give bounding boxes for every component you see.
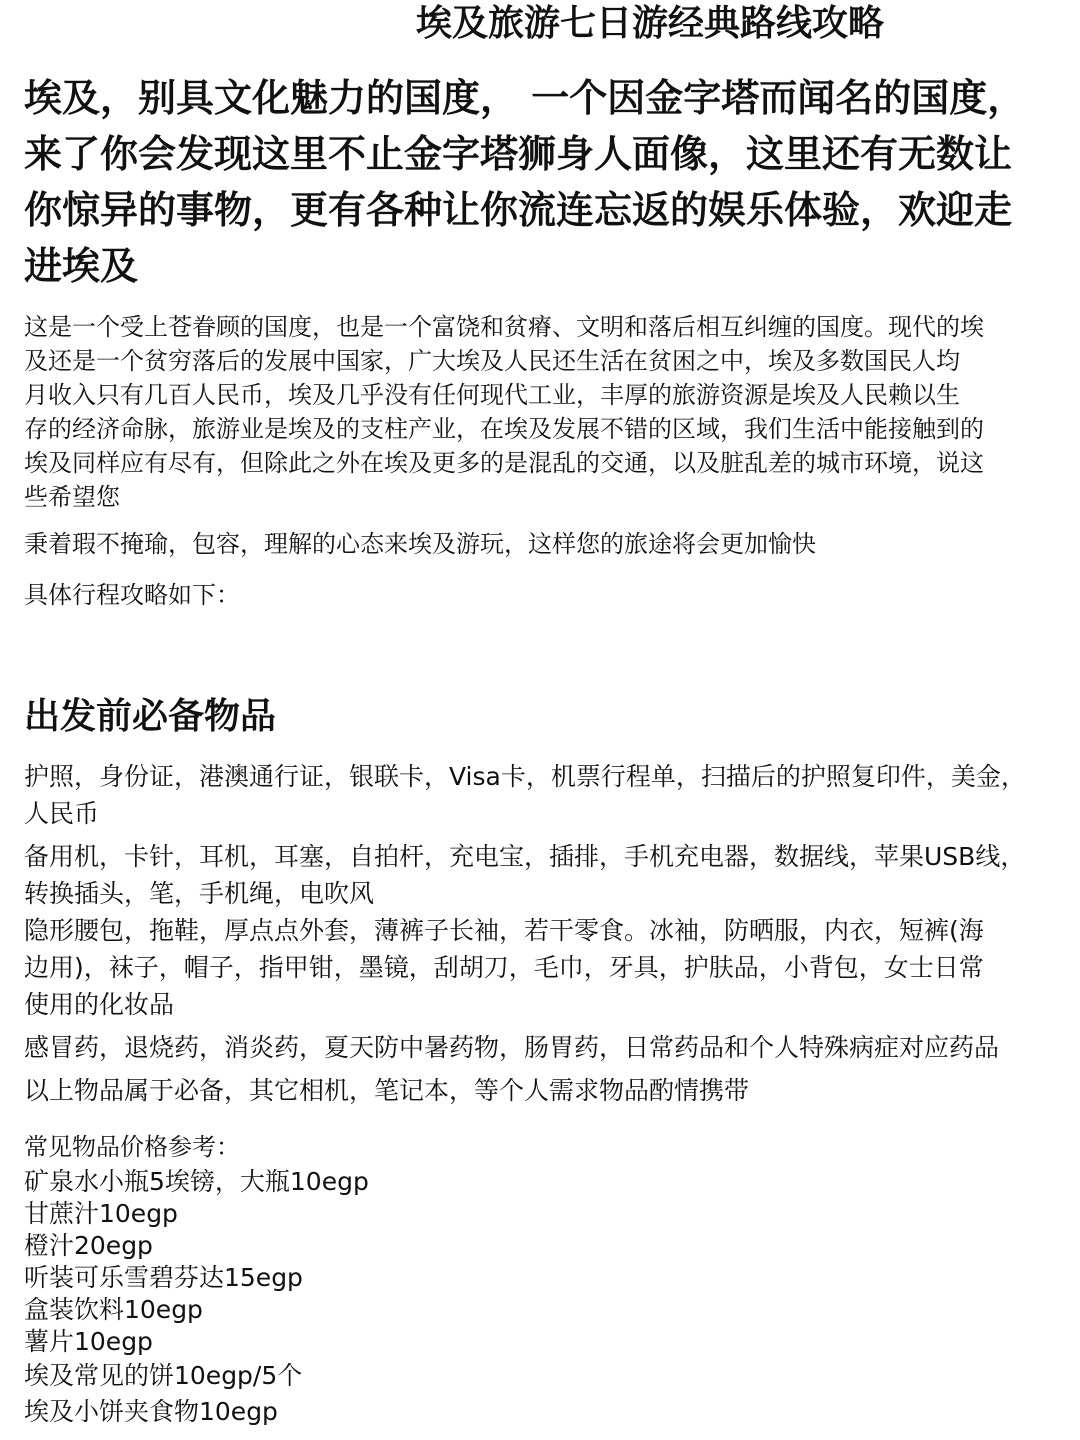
price-item: 埃及小饼夹食物10egp <box>24 1397 278 1426</box>
intro-line: 存的经济命脉，旅游业是埃及的支柱产业，在埃及发展不错的区域，我们生活中能接触到的 <box>24 415 984 443</box>
headline-line: 来了你会发现这里不止金字塔狮身人面像，这里还有无数让 <box>24 132 1013 176</box>
essentials-line: 转换插头，笔，手机绳，电吹风 <box>24 879 375 908</box>
section-title-essentials: 出发前必备物品 <box>24 696 277 737</box>
headline-line: 进埃及 <box>24 244 139 288</box>
intro-paragraph <box>24 310 1064 514</box>
intro-line: 埃及同样应有尽有，但除此之外在埃及更多的是混乱的交通，以及脏乱差的城市环境，说这 <box>24 449 984 477</box>
intro-line: 这是一个受上苍眷顾的国度，也是一个富饶和贫瘠、文明和落后相互纠缠的国度。现代的埃 <box>24 313 984 341</box>
attitude-paragraph: 秉着瑕不掩瑜，包容，理解的心态来埃及游玩，这样您的旅途将会更加愉快 <box>24 530 816 558</box>
headline-line: 你惊异的事物，更有各种让你流连忘返的娱乐体验，欢迎走 <box>24 188 1013 232</box>
intro-line: 及还是一个贫穷落后的发展中国家，广大埃及人民还生活在贫困之中，埃及多数国民人均 <box>24 347 960 375</box>
essentials-line: 隐形腰包，拖鞋，厚点点外套，薄裤子长袖，若干零食。冰袖，防晒服，内衣，短裤(海 <box>24 916 984 945</box>
document-title: 埃及旅游七日游经典路线攻略 <box>415 3 884 44</box>
intro-line: 月收入只有几百人民币，埃及几乎没有任何现代工业，丰厚的旅游资源是埃及人民赖以生 <box>24 381 960 409</box>
price-reference-header: 常见物品价格参考： <box>24 1133 240 1161</box>
intro-line: 些希望您 <box>24 483 120 511</box>
price-item: 甘蔗汁10egp <box>24 1199 178 1228</box>
essentials-line: 人民币 <box>24 799 100 828</box>
essentials-list <box>24 758 1064 1109</box>
price-item: 橙汁20egp <box>24 1231 153 1260</box>
essentials-line: 使用的化妆品 <box>24 990 175 1019</box>
price-item: 听装可乐雪碧芬达15egp <box>24 1263 303 1292</box>
price-list <box>24 1166 724 1430</box>
intro-headline <box>24 70 1064 294</box>
itinerary-intro: 具体行程攻略如下： <box>24 581 240 609</box>
price-item: 矿泉水小瓶5埃镑，大瓶10egp <box>24 1167 369 1196</box>
price-item: 薯片10egp <box>24 1327 153 1356</box>
headline-line: 埃及，别具文化魅力的国度， 一个因金字塔而闻名的国度， <box>24 76 1026 120</box>
essentials-line: 备用机，卡针，耳机，耳塞，自拍杆，充电宝，插排，手机充电器，数据线，苹果USB线， <box>24 842 1026 871</box>
price-item: 埃及常见的饼10egp/5个 <box>24 1361 303 1390</box>
essentials-line: 感冒药，退烧药，消炎药，夏天防中暑药物，肠胃药，日常药品和个人特殊病症对应药品 <box>24 1033 1000 1062</box>
essentials-line: 边用)，袜子，帽子，指甲钳，墨镜，刮胡刀，毛巾，牙具，护肤品，小背包，女士日常 <box>24 953 984 982</box>
price-item: 盒装饮料10egp <box>24 1295 203 1324</box>
essentials-line: 护照，身份证，港澳通行证，银联卡，Visa卡，机票行程单，扫描后的护照复印件，美金， <box>24 762 1026 791</box>
essentials-line: 以上物品属于必备，其它相机，笔记本，等个人需求物品酌情携带 <box>24 1076 750 1105</box>
